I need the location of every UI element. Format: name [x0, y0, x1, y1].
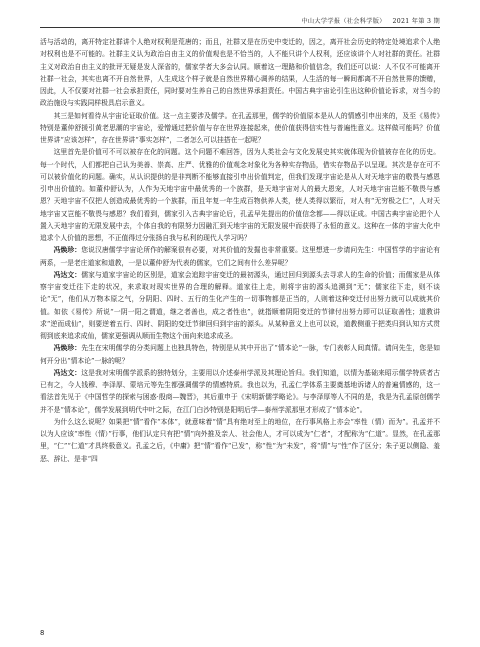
paragraph-text: 活与活动的，离开特定社群讲个人绝对权利是荒唐的；而且，社群又是在历史中变迁的，因之，离开社会历史的特定处境追求个人绝对权利也是不可能的。社群主义认为政治自由主义的价值观也是不恰当的，人不能只讲个人权利，还应该讲个人对社群的责任。社群主义对政治自由主义的批评无疑是发人深省的，儒家学者大多会认同。顺着这一理路和价值信念，我们还可以说：人不仅不可能离开社群一社会，其实也离不开自然世界，人生成这个样子就是自然世界精心调养的结果，人生活的每一瞬间都离不开自然世界的馈赠，因此，人不仅要对社群一社会承担责任，同时要对生养自己的自然世界承担责任。中国古典宇宙论引生出这种价值论诉求，对当今的政治施设与实践同样极具启示意义。: [40, 38, 440, 108]
speaker-name: 冯达文：: [53, 368, 82, 377]
journal-name: 中山大学学报（社会科学版）: [301, 18, 386, 25]
paragraph-text: 这是我对宋明儒学派系的独特划分，主要用以介述泰州学派及其理论旨归。我们知道，以情为基础来昭示儒学特质者古已有之，今人钱穆、李泽厚、蒙培元等先生都强调儒学的情感特质。我也以为，孔孟仁学体系主要奠基地诉诸人的普遍情感的，这一看法首先见于《中国哲学的探索与困惑·殷商—魏晋》，其后重申于《宋明新儒学略论》。与李泽厚等人不同的是，我是为孔孟原创儒学并不是“情本论”，儒学发展到明代中叶之际，在江门白沙特别是阳明后学—泰州学派那里才形成了“情本论”。: [40, 368, 440, 414]
header-rule: [40, 27, 440, 28]
speaker-name: 冯焕珍：: [53, 246, 82, 255]
year-issue: 2021 年第 3 期: [392, 18, 440, 25]
running-header: [40, 16, 440, 25]
dialogue-paragraph: [40, 367, 440, 416]
speaker-name: 冯达文：: [53, 270, 82, 279]
paragraph: [40, 36, 440, 110]
paragraph-text: 这里首先是价值可不可以被存在化的问题。这个问题不难回答，因为人类社会与文化发展史其实就体现为价值被存在化的历史。每一个时代，人们都把自己认为美善、崇高、庄严、优雅的价值观念对象化为各种实存物品，借实存物品予以呈现。其次是存在可不可以被价值化的问题。确实，从认识提供的是非判断不能够直接引申出价值判定，但我们发现宇宙论是从人对天地宇宙的敬畏与感恩引申出价值的。如董仲舒认为，人作为天地宇宙中最优秀的一个族群，是天地宇宙对人的最大恩宠，人对天地宇宙岂能不敬畏与感恩？天地宇宙不仅把人创造成最优秀的一个族群，而且年复一年生成百物供养人类，使人类得以繁衍，对人有“无穷极之仁”，人对天地宇宙又岂能不敬畏与感恩？我们看到，儒家引入古典宇宙论后，孔孟早先提出的价值信念都——得以证成。中国古典宇宙论把个人置入天地宇宙的无限发展中去，个体自我的有限努力因融汇到天地宇宙的无限发展中而获得了永恒的意义。这种在一体的宇宙大化中追求个人价值的思想，不正值得过分张扬自我与私利的现代人学习吗？: [40, 148, 440, 242]
paragraph-text: 先生在宋明儒学的分类问题上也独具特色，特别是从其中开出了“情本论”一脉，专门表彰人间真情。请问先生，您是如何开分出“情本论”一脉的呢？: [40, 344, 440, 365]
paragraph-text: 儒家与道家宇宙论的区别是，道家会追踪宇宙变迁的最初源头，通过回归到源头去寻求人的生命的价值；而儒家是从体察宇宙变迁往下走的状况，来求取对现实世界的合理的解释。道家往上走，则将宇宙的源头追溯到“无”；儒家往下走，则不谈论“无”，他们从万物本原之气，分阴阳、四时、五行的生化产生的一切事物都是正当的，人则着这种变迁付出努力就可以成就其价值。如依《易传》所说“一阴一阳之谓道，继之者善也，成之者性也”，就指顺着阴阳变迁的节律付出努力即可以证取善性；道教讲求“逆而成仙”，则要逆着五行、四时、阴阳的变迁节律回归到宇宙的源头。从某种意义上也可以说，道教侧重于把类归到认知方式贯彻到底来追求成仙，儒家更强调从顺而生物这个面向来追求成圣。: [40, 270, 440, 340]
paragraph-text: 其三是如何看待从宇宙论证取价值。这一点主要涉及儒学。在孔孟那里，儒学的价值原本是从人的情感引申出来的，及至《易传》特别是董仲舒援引黄老思潮的宇宙论，爱憎通过把价值与存在世界连接起来，使价值获得信实性与普遍性意义。这样做可能吗？价值世界讲“应该怎样”，存在世界讲“事实怎样”，二者怎么可以挂搭在一起呢？: [40, 111, 440, 144]
paragraph-text: 为什么这么说呢？如果把“情”看作“本体”，就意味着“情”具有绝对至上的地位，在行事风格上亦会“率性（情）而为”。孔孟并不以为人应该“率性（情）”行事，他们认定只有把“情”向外推及亲人、社会他人，才可以成为“仁者”，才配称为“仁道”。显然，在孔孟那里，“仁”“仁道”才具终极意义。孔孟之后，《中庸》把“情”看作“已发”，称“性”为“未发”，将“情”与“性”作了区分；朱子更以侧隐、羞恶、辞让、是非“四: [40, 417, 440, 463]
dialogue-paragraph: [40, 269, 440, 343]
speaker-name: 冯焕珍：: [53, 344, 82, 353]
dialogue-paragraph: [40, 244, 440, 269]
dialogue-paragraph: [40, 342, 440, 367]
paragraph: [40, 146, 440, 244]
article-body: [40, 36, 440, 465]
paragraph-text: 您说汉唐儒学宇宙论所作的解案很有必要，对其价值的发掘也非常重要。这里想进一步请问先生：中国哲学的宇宙论有两系，一是老庄道家和道教，一是以董仲舒为代表的儒家，它们之间有什么差异呢？: [40, 246, 440, 267]
page-number: 8: [40, 629, 45, 637]
paragraph: [40, 416, 440, 465]
paragraph: [40, 110, 440, 147]
